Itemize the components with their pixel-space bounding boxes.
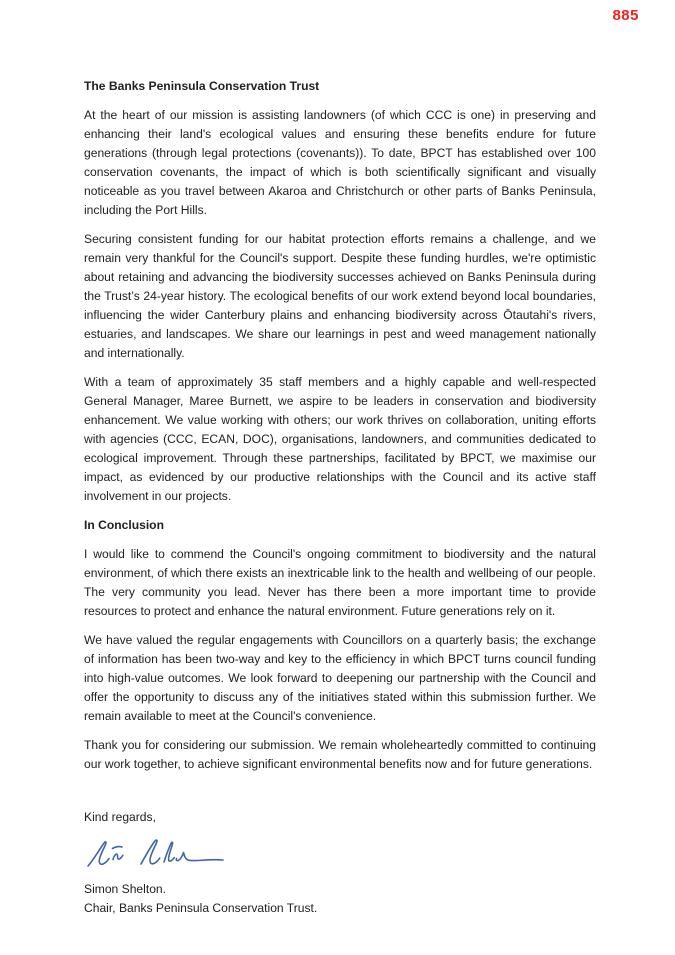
heading-trust: The Banks Peninsula Conservation Trust: [84, 79, 320, 93]
paragraph-thanks: Thank you for considering our submission. We remain wholeheartedly committed to continuing our work together, to achieve significant environmental benefits now and for future generations.: [84, 738, 596, 771]
signatory-name: Simon Shelton.: [84, 882, 167, 896]
paragraph-team: With a team of approximately 35 staff members and a highly capable and well-respected General Manager, Maree Burnett, we aspire to be leaders in conservation and biodiversity enhancement. We value working with others; our work thrives on collaboration, uniting efforts with agencies (CCC, ECAN, DOC), organisations, landowners, and communities dedicated to ecological improvement. Through these partnerships, facilitated by BPCT, we maximise our impact, as evidenced by our productive relationships with the Council and its active staff involvement in our projects.: [84, 375, 596, 503]
paragraph-engagements: We have valued the regular engagements with Councillors on a quarterly basis; the exchange of information has been two-way and key to the efficiency in which BPCT turns council funding into high-value outcomes. We look forward to deepening our partnership with the Council and offer the opportunity to discuss any of the initiatives stated within this submission further. We remain available to meet at the Council's convenience.: [84, 633, 596, 723]
page-number: 885: [612, 7, 639, 24]
handwritten-signature: [86, 834, 596, 876]
salutation: Kind regards,: [84, 810, 156, 824]
signatory-title: Chair, Banks Peninsula Conservation Trust.: [84, 901, 318, 915]
closing-block: [84, 808, 596, 918]
letter-content: [84, 77, 596, 918]
signature-icon: [86, 834, 226, 876]
paragraph-mission: At the heart of our mission is assisting landowners (of which CCC is one) in preserving and enhancing their land's ecological values and ensuring these benefits endure for future generations (through legal protections (covenants)). To date, BPCT has established over 100 conservation covenants, the impact of which is both scientifically significant and visually noticeable as you travel between Akaroa and Christchurch or other parts of Banks Peninsula, including the Port Hills.: [84, 108, 596, 217]
paragraph-commend: I would like to commend the Council's ongoing commitment to biodiversity and the natural environment, of which there exists an inextricable link to the health and wellbeing of our people. The very community you lead. Never has there been a more important time to provide resources to protect and enhance the natural environment. Future generations rely on it.: [84, 547, 596, 618]
paragraph-funding: Securing consistent funding for our habitat protection efforts remains a challenge, and we remain very thankful for the Council's support. Despite these funding hurdles, we're optimistic about retaining and advancing the biodiversity successes achieved on Banks Peninsula during the Trust’s 24-year history. The ecological benefits of our work extend beyond local boundaries, influencing the wider Canterbury plains and enhancing biodiversity across Ōtautahi's rivers, estuaries, and landscapes. We share our learnings in pest and weed management nationally and internationally.: [84, 232, 596, 360]
heading-conclusion: In Conclusion: [84, 518, 164, 532]
